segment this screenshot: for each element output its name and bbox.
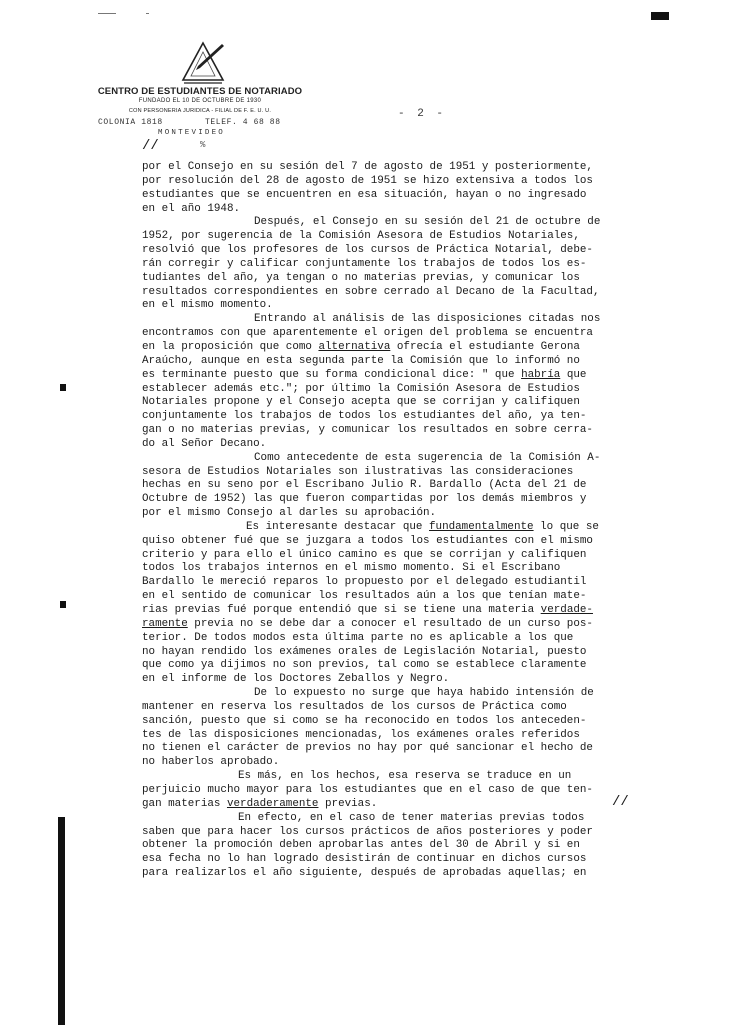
text-line bbox=[142, 604, 642, 618]
text-segment: sanción, puesto que si como se ha reconocido en todos los anteceden- bbox=[142, 714, 587, 727]
text-segment: estudiantes que se encuentren en esa situación, hayan o no ingresado bbox=[142, 188, 587, 201]
text-segment: do al Señor Decano. bbox=[142, 437, 267, 450]
text-segment: resultados correspondientes en sobre cerrado al Decano de la Facultad, bbox=[142, 285, 600, 298]
text-line bbox=[142, 646, 642, 660]
text-line bbox=[142, 258, 642, 272]
text-segment: Entrando al análisis de las disposiciones citadas nos bbox=[254, 313, 601, 326]
text-line bbox=[142, 715, 642, 729]
street-address: COLONIA 1818 bbox=[98, 118, 163, 127]
text-line bbox=[142, 466, 642, 480]
text-line bbox=[142, 286, 642, 300]
text-segment: hechas en su seno por el Escribano Julio R. Bardallo (Acta del 21 de bbox=[142, 479, 587, 492]
text-segment: En efecto, en el caso de tener materias previas todos bbox=[238, 811, 585, 824]
text-segment: Es más, en los hechos, esa reserva se traduce en un bbox=[238, 770, 572, 783]
text-segment: Araúcho, aunque en esta segunda parte la Comisión que lo informó no bbox=[142, 354, 580, 367]
text-segment: en el mismo momento. bbox=[142, 299, 273, 312]
text-line bbox=[142, 812, 642, 826]
text-line bbox=[142, 853, 642, 867]
text-line bbox=[142, 383, 642, 397]
text-line bbox=[142, 798, 642, 812]
text-line bbox=[142, 562, 642, 576]
text-segment: sesora de Estudios Notariales son ilustrativas las consideraciones bbox=[142, 465, 574, 478]
underlined-word: verdade- bbox=[540, 604, 593, 616]
text-segment: 1952, por sugerencia de la Comisión Asesora de Estudios Notariales, bbox=[142, 230, 580, 243]
text-segment: en el sentido de comunicar los resultados aún a los que tenían mate- bbox=[142, 590, 587, 603]
text-line bbox=[142, 355, 642, 369]
text-segment: Notariales propone y el Consejo acepta que se corrijan y califiquen bbox=[142, 396, 580, 409]
text-segment: criterio y para ello el único camino es que se corrijan y califiquen bbox=[142, 548, 587, 561]
text-segment: encontramos con que aparentemente el origen del problema se encuentra bbox=[142, 327, 593, 340]
founded-date: FUNDADO EL 10 DE OCTUBRE DE 1930 bbox=[138, 98, 262, 104]
text-line bbox=[142, 521, 642, 535]
text-segment: rias previas fué porque entendió que si se tiene una materia bbox=[142, 604, 541, 616]
text-segment: Octubre de 1952) las que fueron compartidas por los demás miembros y bbox=[142, 493, 587, 506]
text-segment: saben que para hacer los cursos prácticos de años posteriores y poder bbox=[142, 825, 593, 838]
underlined-word: alternativa bbox=[318, 340, 391, 353]
text-line bbox=[142, 576, 642, 590]
text-segment: no hayan rendido los exámenes orales de Legislación Notarial, puesto bbox=[142, 645, 587, 658]
underlined-word: habría bbox=[521, 368, 561, 381]
text-line bbox=[142, 230, 642, 244]
text-segment: que como ya dijimos no son previos, tal como se establece claramente bbox=[142, 659, 587, 672]
text-line bbox=[142, 590, 642, 604]
text-line bbox=[142, 742, 642, 756]
org-name: CENTRO DE ESTUDIANTES DE NOTARIADO bbox=[97, 86, 303, 97]
underlined-word: verdaderamente bbox=[226, 797, 319, 810]
text-segment: conjuntamente los trabajos de todos los estudiantes del año, ya ten- bbox=[142, 410, 587, 423]
text-line bbox=[142, 659, 642, 673]
letter-body bbox=[142, 161, 642, 881]
text-segment: quiso obtener fué que se juzgara a todos los estudiantes con el mismo bbox=[142, 534, 593, 547]
text-segment: obtener la promoción deben aprobarlas antes del 30 de Abril y si en bbox=[142, 839, 580, 852]
text-line bbox=[142, 369, 642, 383]
text-segment: gan materias bbox=[142, 797, 227, 810]
text-segment: por el Consejo en su sesión del 7 de agosto de 1951 y posteriormente, bbox=[142, 161, 593, 173]
text-line bbox=[142, 535, 642, 549]
text-segment: en el año 1948. bbox=[142, 202, 241, 215]
text-line bbox=[142, 826, 642, 840]
text-line bbox=[142, 175, 642, 189]
scan-edge-tick bbox=[146, 13, 149, 14]
legal-status: CON PERSONERIA JURIDICA - FILIAL DE F. E. U. U. bbox=[128, 108, 272, 114]
text-line bbox=[142, 438, 642, 452]
text-line bbox=[142, 216, 642, 230]
text-line bbox=[142, 632, 642, 646]
text-segment: tes de las disposiciones mencionadas, los exámenes orales referidos bbox=[142, 728, 580, 741]
scan-edge-bar bbox=[58, 817, 65, 1025]
text-line bbox=[142, 313, 642, 327]
text-segment: previas. bbox=[318, 797, 378, 810]
text-line bbox=[142, 549, 642, 563]
text-segment: para realizarlos el año siguiente, después de aprobadas aquellas; en bbox=[142, 867, 587, 880]
text-segment: establecer además etc."; por último la Comisión Asesora de Estudios bbox=[142, 382, 580, 395]
text-segment: esa fecha no lo han logrado desistirán de continuar en dichos cursos bbox=[142, 853, 587, 866]
continuation-mark-bottom: // bbox=[612, 794, 629, 810]
text-segment: todos los trabajos internos en el mismo momento. Si el Escribano bbox=[142, 562, 561, 575]
phone-number: TELEF. 4 68 88 bbox=[205, 118, 281, 127]
text-line bbox=[142, 673, 642, 687]
text-segment: por el mismo Consejo al darles su aprobación. bbox=[142, 507, 437, 520]
scan-corner-mark bbox=[651, 12, 669, 20]
text-segment: es terminante puesto que su forma condicional dice: " que bbox=[142, 368, 522, 381]
text-line bbox=[142, 272, 642, 286]
handwritten-tick: % bbox=[200, 140, 206, 150]
text-line bbox=[142, 839, 642, 853]
text-line bbox=[142, 493, 642, 507]
text-segment: Después, el Consejo en su sesión del 21 de octubre de bbox=[254, 216, 601, 229]
text-segment: en el informe de los Doctores Zeballos y Negro. bbox=[142, 673, 450, 686]
text-line bbox=[142, 299, 642, 313]
text-segment: no tienen el carácter de previos no hay por qué sancionar el hecho de bbox=[142, 742, 593, 755]
text-segment: terior. De todos modos esta última parte no es aplicable a los que bbox=[142, 631, 574, 644]
text-segment: perjuicio mucho mayor para los estudiantes que en el caso de que ten- bbox=[142, 783, 593, 796]
scan-edge-tick bbox=[98, 13, 116, 14]
text-line bbox=[142, 701, 642, 715]
page-number: - 2 - bbox=[398, 108, 447, 120]
text-segment: que bbox=[560, 368, 587, 381]
scan-margin-mark bbox=[60, 384, 66, 391]
text-line bbox=[142, 327, 642, 341]
text-segment: ofrecía el estudiante Gerona bbox=[390, 340, 580, 353]
text-segment: resolvió que los profesores de los cursos de Práctica Notarial, debe- bbox=[142, 244, 593, 257]
text-segment: no haberlos aprobado. bbox=[142, 756, 280, 769]
text-line bbox=[142, 203, 642, 217]
continuation-mark-top: // bbox=[142, 138, 159, 154]
center-logo-emblem bbox=[178, 40, 228, 86]
underlined-word: fundamentalmente bbox=[429, 520, 534, 533]
text-line bbox=[142, 341, 642, 355]
text-segment: Como antecedente de esta sugerencia de la Comisión A- bbox=[254, 451, 601, 464]
text-segment: previa no se debe dar a conocer el resultado de un curso pos- bbox=[187, 617, 593, 630]
text-segment: mantener en reserva los resultados de los cursos de Práctica como bbox=[142, 700, 567, 713]
city-name: MONTEVIDEO bbox=[158, 129, 226, 137]
text-segment: por resolución del 28 de agosto de 1951 se hizo extensiva a todos los bbox=[142, 174, 593, 187]
text-line bbox=[142, 189, 642, 203]
text-segment: en la proposición que como bbox=[142, 340, 319, 353]
text-line bbox=[142, 479, 642, 493]
text-segment: tudiantes del año, ya tengan o no materias previas, y comunicar los bbox=[142, 271, 580, 284]
text-line bbox=[142, 618, 642, 632]
text-line bbox=[142, 687, 642, 701]
text-line bbox=[142, 756, 642, 770]
text-line bbox=[142, 867, 642, 881]
text-line bbox=[142, 729, 642, 743]
text-segment: Bardallo le mereció reparos lo propuesto por el delegado estudiantil bbox=[142, 576, 587, 589]
underlined-word: ramente bbox=[142, 617, 188, 630]
text-line bbox=[142, 424, 642, 438]
text-line bbox=[142, 244, 642, 258]
text-line bbox=[142, 452, 642, 466]
scan-margin-mark bbox=[60, 601, 66, 608]
text-line bbox=[142, 784, 642, 798]
text-line bbox=[142, 410, 642, 424]
text-line bbox=[142, 161, 642, 175]
text-line bbox=[142, 396, 642, 410]
text-line bbox=[142, 507, 642, 521]
text-segment: Es interesante destacar que bbox=[246, 520, 429, 533]
text-segment: lo que se bbox=[533, 520, 599, 533]
text-segment: gan o no materias previas, y comunicar los resultados en sobre cerra- bbox=[142, 424, 593, 437]
text-line bbox=[142, 770, 642, 784]
text-segment: rán corregir y calificar conjuntamente los trabajos de todos los es- bbox=[142, 257, 587, 270]
text-segment: De lo expuesto no surge que haya habido intensión de bbox=[254, 687, 594, 700]
